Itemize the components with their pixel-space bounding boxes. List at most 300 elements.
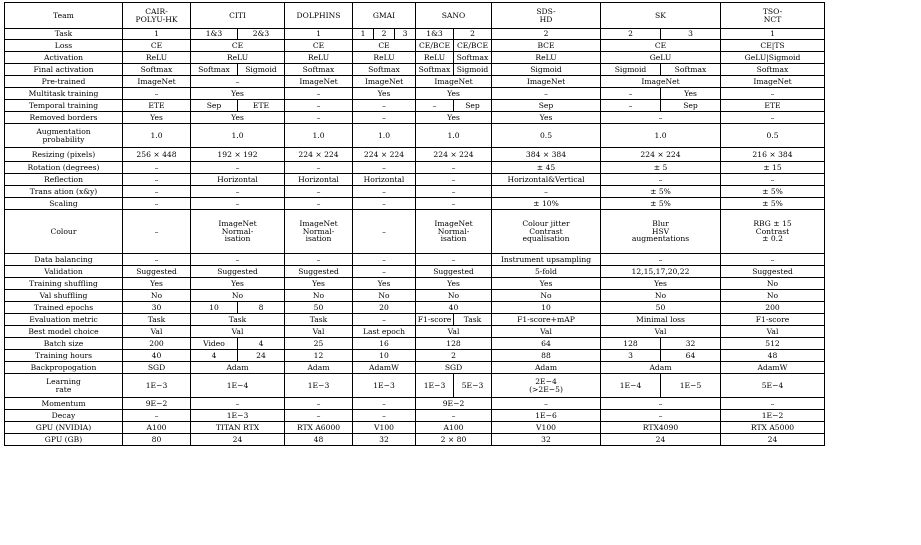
table-cell: 2 × 80	[416, 434, 492, 446]
table-cell: AdamW	[721, 362, 825, 374]
table-cell: 2	[492, 29, 601, 40]
table-cell: –	[353, 198, 416, 210]
table-cell: Sep	[191, 100, 238, 112]
table-cell: F1-score	[416, 314, 454, 326]
table-cell: 1E−3	[191, 410, 285, 422]
table-cell: CE	[353, 40, 416, 52]
table-cell: Suggested	[416, 266, 492, 278]
table-cell: 1.0	[285, 124, 353, 148]
table-cell: 48	[285, 434, 353, 446]
row-label: Val shuffling	[5, 290, 123, 302]
table-cell: 10	[492, 302, 601, 314]
table-cell: 1E−5	[661, 374, 721, 398]
row-label: Trans ation (x&y)	[5, 186, 123, 198]
table-cell: –	[285, 254, 353, 266]
table-cell: 2	[374, 29, 395, 40]
table-cell: 2	[416, 350, 492, 362]
table-cell: Sep	[492, 100, 601, 112]
row-label: Activation	[5, 52, 123, 64]
table-cell: 20	[353, 302, 416, 314]
table-cell: 30	[123, 302, 191, 314]
table-row	[5, 326, 825, 338]
table-cell: GeLU|Sigmoid	[721, 52, 825, 64]
table-cell: –	[601, 88, 661, 100]
table-cell: RTX A5000	[721, 422, 825, 434]
table-cell: 1E−6	[492, 410, 601, 422]
table-cell: Softmax	[353, 64, 416, 76]
table-cell: Yes	[285, 278, 353, 290]
table-cell: Val	[492, 326, 601, 338]
table-cell: Softmax	[721, 64, 825, 76]
table-cell: 200	[123, 338, 191, 350]
table-cell: 10	[353, 350, 416, 362]
table-cell: –	[353, 210, 416, 254]
table-cell: ETE	[721, 100, 825, 112]
table-cell: CITI	[191, 3, 285, 29]
table-cell: A100	[416, 422, 492, 434]
table-cell: –	[721, 174, 825, 186]
table-cell: 3	[395, 29, 416, 40]
table-cell: 40	[416, 302, 492, 314]
table-row	[5, 124, 825, 148]
table-cell: –	[191, 162, 285, 174]
table-cell: –	[353, 112, 416, 124]
table-cell: –	[353, 398, 416, 410]
row-label: GPU (NVIDIA)	[5, 422, 123, 434]
table-cell: 4	[238, 338, 285, 350]
table-cell: SGD	[123, 362, 191, 374]
table-cell: ± 5%	[601, 198, 721, 210]
row-label: Resizing (pixels)	[5, 148, 123, 162]
row-label: Removed borders	[5, 112, 123, 124]
table-cell: Colour jitter Contrast equalisation	[492, 210, 601, 254]
table-cell: –	[721, 88, 825, 100]
table-cell: –	[416, 174, 492, 186]
table-cell: –	[285, 112, 353, 124]
comparison-table	[4, 2, 825, 446]
table-cell: 40	[123, 350, 191, 362]
table-cell: Horizontal	[191, 174, 285, 186]
table-cell: Yes	[123, 112, 191, 124]
table-cell: –	[191, 254, 285, 266]
table-cell: 128	[416, 338, 492, 350]
table-cell: ± 15	[721, 162, 825, 174]
table-cell: Minimal loss	[601, 314, 721, 326]
table-cell: Adam	[285, 362, 353, 374]
table-cell: ± 5	[601, 162, 721, 174]
table-cell: 12	[285, 350, 353, 362]
table-cell: 1.0	[353, 124, 416, 148]
table-cell: –	[601, 174, 721, 186]
table-cell: Val	[416, 326, 492, 338]
table-cell: CE|TS	[721, 40, 825, 52]
table-cell: ImageNet	[492, 76, 601, 88]
table-cell: –	[123, 410, 191, 422]
table-cell: 224 × 224	[601, 148, 721, 162]
table-cell: Yes	[191, 88, 285, 100]
table-cell: Sep	[454, 100, 492, 112]
table-cell: –	[601, 398, 721, 410]
table-cell: 50	[601, 302, 721, 314]
table-cell: 5E−3	[454, 374, 492, 398]
table-cell: 1	[285, 29, 353, 40]
table-cell: 1	[353, 29, 374, 40]
table-cell: CAIR- POLYU-HK	[123, 3, 191, 29]
table-cell: Task	[123, 314, 191, 326]
table-cell: A100	[123, 422, 191, 434]
table-cell: Yes	[416, 112, 492, 124]
table-cell: ReLU	[191, 52, 285, 64]
table-cell: –	[353, 162, 416, 174]
table-row	[5, 162, 825, 174]
row-label: Rotation (degrees)	[5, 162, 123, 174]
table-cell: 1E−4	[601, 374, 661, 398]
table-row	[5, 186, 825, 198]
table-cell: Softmax	[123, 64, 191, 76]
table-cell: RTX4090	[601, 422, 721, 434]
table-cell: Softmax	[285, 64, 353, 76]
table-row	[5, 3, 825, 29]
table-cell: –	[285, 398, 353, 410]
table-cell: ReLU	[416, 52, 454, 64]
table-cell: No	[721, 290, 825, 302]
table-row	[5, 198, 825, 210]
table-cell: 128	[601, 338, 661, 350]
table-cell: 200	[721, 302, 825, 314]
table-cell: 24	[191, 434, 285, 446]
table-row	[5, 434, 825, 446]
table-cell: TITAN RTX	[191, 422, 285, 434]
table-cell: 10	[191, 302, 238, 314]
table-cell: 1E−4	[191, 374, 285, 398]
table-cell: Task	[285, 314, 353, 326]
table-cell: ImageNet	[285, 76, 353, 88]
table-cell: 64	[661, 350, 721, 362]
table-cell: Instrument upsampling	[492, 254, 601, 266]
table-cell: 9E−2	[416, 398, 492, 410]
table-cell: DOLPHINS	[285, 3, 353, 29]
table-cell: 32	[661, 338, 721, 350]
table-cell: Yes	[492, 112, 601, 124]
table-row	[5, 338, 825, 350]
row-label: Reflection	[5, 174, 123, 186]
table-row	[5, 290, 825, 302]
table-cell: 2	[601, 29, 661, 40]
table-cell: 48	[721, 350, 825, 362]
table-cell: –	[353, 314, 416, 326]
table-cell: –	[285, 198, 353, 210]
table-cell: CE	[123, 40, 191, 52]
table-cell: 216 × 384	[721, 148, 825, 162]
table-cell: 3	[661, 29, 721, 40]
row-label: Colour	[5, 210, 123, 254]
table-cell: 0.5	[721, 124, 825, 148]
table-cell: No	[492, 290, 601, 302]
table-cell: Sigmoid	[601, 64, 661, 76]
table-cell: –	[492, 88, 601, 100]
table-cell: –	[353, 100, 416, 112]
table-cell: 2&3	[238, 29, 285, 40]
table-cell: SK	[601, 3, 721, 29]
table-cell: 224 × 224	[416, 148, 492, 162]
table-cell: 1E−3	[285, 374, 353, 398]
row-label: Scaling	[5, 198, 123, 210]
table-cell: 50	[285, 302, 353, 314]
row-label: Task	[5, 29, 123, 40]
table-cell: ImageNet	[416, 76, 492, 88]
table-cell: ReLU	[353, 52, 416, 64]
table-cell: Yes	[191, 278, 285, 290]
table-cell: Task	[191, 314, 285, 326]
table-cell: ImageNet Normal- isation	[285, 210, 353, 254]
table-cell: ImageNet	[123, 76, 191, 88]
table-row	[5, 266, 825, 278]
table-cell: CE	[601, 40, 721, 52]
table-cell: 1&3	[416, 29, 454, 40]
table-cell: 1	[721, 29, 825, 40]
table-row	[5, 374, 825, 398]
table-cell: Yes	[492, 278, 601, 290]
table-row	[5, 314, 825, 326]
table-cell: ImageNet	[721, 76, 825, 88]
table-row	[5, 29, 825, 40]
table-cell: V100	[492, 422, 601, 434]
table-cell: Sigmoid	[492, 64, 601, 76]
table-cell: Val	[721, 326, 825, 338]
table-cell: Softmax	[661, 64, 721, 76]
table-row	[5, 398, 825, 410]
row-label: Trained epochs	[5, 302, 123, 314]
table-cell: –	[601, 112, 721, 124]
table-cell: 192 × 192	[191, 148, 285, 162]
row-label: Temporal training	[5, 100, 123, 112]
table-cell: –	[492, 398, 601, 410]
table-cell: 16	[353, 338, 416, 350]
row-label: Training hours	[5, 350, 123, 362]
table-cell: Horizontal	[285, 174, 353, 186]
row-label: Training shuffling	[5, 278, 123, 290]
table-cell: ± 5%	[601, 186, 721, 198]
table-cell: –	[416, 254, 492, 266]
table-cell: –	[191, 398, 285, 410]
table-cell: Suggested	[123, 266, 191, 278]
table-cell: –	[285, 186, 353, 198]
table-cell: Yes	[416, 278, 492, 290]
table-cell: Blur HSV augmentations	[601, 210, 721, 254]
table-cell: CE/BCE	[454, 40, 492, 52]
table-cell: –	[285, 162, 353, 174]
table-row	[5, 302, 825, 314]
table-cell: ReLU	[492, 52, 601, 64]
table-cell: SDS- HD	[492, 3, 601, 29]
table-cell: 12,15,17,20,22	[601, 266, 721, 278]
table-cell: –	[123, 174, 191, 186]
row-label: Multitask training	[5, 88, 123, 100]
table-cell: –	[123, 254, 191, 266]
table-cell: –	[191, 186, 285, 198]
table-cell: RBG ± 15 Contrast ± 0.2	[721, 210, 825, 254]
row-label: Momentum	[5, 398, 123, 410]
table-cell: Suggested	[191, 266, 285, 278]
table-cell: 24	[721, 434, 825, 446]
table-row	[5, 362, 825, 374]
table-cell: 1E−3	[416, 374, 454, 398]
table-cell: 24	[601, 434, 721, 446]
table-cell: 8	[238, 302, 285, 314]
table-cell: Val	[191, 326, 285, 338]
table-cell: –	[353, 186, 416, 198]
table-cell: Val	[601, 326, 721, 338]
table-cell: CE/BCE	[416, 40, 454, 52]
table-row	[5, 174, 825, 186]
table-cell: No	[721, 278, 825, 290]
table-cell: –	[721, 112, 825, 124]
table-cell: 256 × 448	[123, 148, 191, 162]
table-cell: 64	[492, 338, 601, 350]
table-cell: BCE	[492, 40, 601, 52]
table-cell: –	[601, 100, 661, 112]
table-row	[5, 64, 825, 76]
table-row	[5, 148, 825, 162]
table-cell: 2	[454, 29, 492, 40]
table-row	[5, 40, 825, 52]
table-cell: –	[353, 266, 416, 278]
table-cell: 512	[721, 338, 825, 350]
table-cell: No	[191, 290, 285, 302]
table-cell: Sigmoid	[238, 64, 285, 76]
table-cell: 1.0	[416, 124, 492, 148]
table-cell: Yes	[353, 88, 416, 100]
table-cell: Video	[191, 338, 238, 350]
table-cell: 384 × 384	[492, 148, 601, 162]
table-cell: –	[721, 254, 825, 266]
table-cell: 32	[492, 434, 601, 446]
table-cell: ± 45	[492, 162, 601, 174]
table-cell: Val	[285, 326, 353, 338]
table-cell: ImageNet Normal- isation	[191, 210, 285, 254]
table-row	[5, 76, 825, 88]
table-cell: SGD	[416, 362, 492, 374]
table-cell: 0.5	[492, 124, 601, 148]
table-cell: 24	[238, 350, 285, 362]
table-cell: 1E−3	[353, 374, 416, 398]
row-label: Batch size	[5, 338, 123, 350]
table-cell: V100	[353, 422, 416, 434]
table-cell: ReLU	[285, 52, 353, 64]
table-cell: 1.0	[601, 124, 721, 148]
table-row	[5, 254, 825, 266]
table-cell: –	[416, 100, 454, 112]
table-cell: No	[123, 290, 191, 302]
table-cell: AdamW	[353, 362, 416, 374]
table-cell: No	[285, 290, 353, 302]
table-row	[5, 112, 825, 124]
table-cell: 1E−3	[123, 374, 191, 398]
row-label: Backpropogation	[5, 362, 123, 374]
table-cell: ETE	[238, 100, 285, 112]
table-body	[5, 3, 825, 446]
table-cell: Suggested	[721, 266, 825, 278]
table-cell: –	[123, 88, 191, 100]
table-cell: Yes	[353, 278, 416, 290]
table-cell: –	[601, 410, 721, 422]
table-cell: Yes	[661, 88, 721, 100]
table-cell: –	[123, 198, 191, 210]
table-cell: No	[353, 290, 416, 302]
table-cell: F1-score+mAP	[492, 314, 601, 326]
table-cell: Horizontal&Vertical	[492, 174, 601, 186]
row-label: Learning rate	[5, 374, 123, 398]
table-cell: Softmax	[416, 64, 454, 76]
table-cell: No	[601, 290, 721, 302]
table-cell: TSO- NCT	[721, 3, 825, 29]
table-cell: Yes	[416, 88, 492, 100]
table-cell: Last epoch	[353, 326, 416, 338]
table-cell: ImageNet	[601, 76, 721, 88]
table-cell: –	[416, 410, 492, 422]
table-cell: ImageNet Normal- isation	[416, 210, 492, 254]
table-cell: Task	[454, 314, 492, 326]
table-cell: CE	[191, 40, 285, 52]
table-cell: Yes	[191, 112, 285, 124]
table-cell: –	[285, 88, 353, 100]
table-cell: Yes	[601, 278, 721, 290]
table-cell: No	[416, 290, 492, 302]
table-cell: –	[721, 398, 825, 410]
row-label: Loss	[5, 40, 123, 52]
table-cell: 32	[353, 434, 416, 446]
table-row	[5, 422, 825, 434]
table-cell: –	[285, 410, 353, 422]
table-cell: Yes	[123, 278, 191, 290]
table-cell: 88	[492, 350, 601, 362]
table-cell: –	[601, 254, 721, 266]
row-label: Decay	[5, 410, 123, 422]
table-cell: 9E−2	[123, 398, 191, 410]
table-cell: RTX A6000	[285, 422, 353, 434]
row-label: Data balancing	[5, 254, 123, 266]
table-row	[5, 278, 825, 290]
table-cell: –	[123, 162, 191, 174]
table-cell: –	[123, 210, 191, 254]
table-cell: ± 10%	[492, 198, 601, 210]
table-row	[5, 350, 825, 362]
table-cell: Adam	[492, 362, 601, 374]
table-cell: CE	[285, 40, 353, 52]
table-cell: –	[123, 186, 191, 198]
table-cell: –	[191, 198, 285, 210]
table-cell: 1	[123, 29, 191, 40]
table-cell: 5-fold	[492, 266, 601, 278]
table-cell: ± 5%	[721, 198, 825, 210]
row-label: GPU (GB)	[5, 434, 123, 446]
table-cell: ImageNet	[353, 76, 416, 88]
table-cell: 1.0	[123, 124, 191, 148]
table-cell: –	[416, 198, 492, 210]
row-label: Evaluation metric	[5, 314, 123, 326]
table-cell: F1-score	[721, 314, 825, 326]
table-cell: 224 × 224	[353, 148, 416, 162]
table-cell: 1&3	[191, 29, 238, 40]
row-label: Team	[5, 3, 123, 29]
row-label: Best model choice	[5, 326, 123, 338]
table-cell: 5E−4	[721, 374, 825, 398]
table-cell: Sep	[661, 100, 721, 112]
table-cell: 224 × 224	[285, 148, 353, 162]
table-cell: 80	[123, 434, 191, 446]
table-cell: 1.0	[191, 124, 285, 148]
table-row	[5, 52, 825, 64]
